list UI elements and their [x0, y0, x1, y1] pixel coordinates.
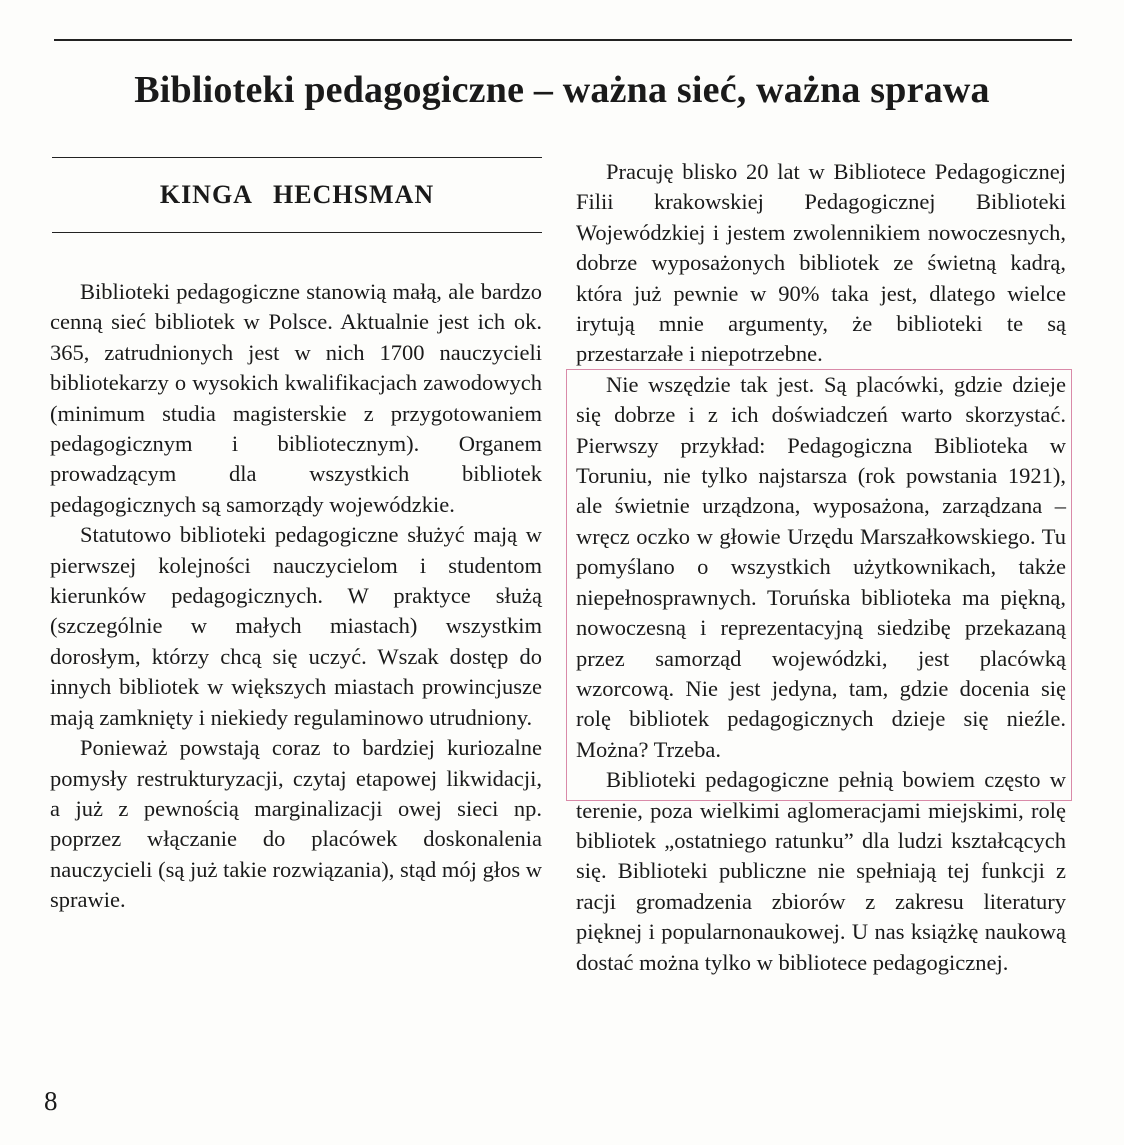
left-column [50, 277, 542, 916]
highlight-frame [566, 369, 1072, 801]
paragraph: Biblioteki pedagogiczne stanowią małą, ale bardzo cenną sieć bibliotek w Polsce. Aktualnie jest ich ok. 365, zatrudnionych jest w nich 1700 nauczycieli bibliotekarzy o wysokich kwalifikacjach zawodowych (minimum studia magisterskie z przygotowaniem pedagogicznym i bibliotecznym). Organem prowadzącym dla wszystkich bibliotek pedagogicznych są samorządy wojewódzkie. [50, 279, 542, 517]
highlighted-paragraph: Nie wszędzie tak jest. Są placówki, gdzie dzieje się dobrze i z ich doświadczeń warto skorzystać. Pierwszy przykład: Pedagogiczna Biblioteka w Toruniu, nie tylko najstarsza (rok powstania 1921), ale świetnie urządzona, wyposażona, zarządzana – wręcz oczko w głowie Urzędu Marszałkowskiego. Tu pomyślano o wszystkich użytkownikach, także niepełnosprawnych. Toruńska biblioteka ma piękną, nowoczesną i reprezentacyjną siedzibę przekazaną przez samorząd wojewódzki, jest placówką wzorcową. Nie jest jedyna, tam, gdzie docenia się rolę bibliotek pedagogicznych dzieje się nieźle. Można? Trzeba. [576, 371, 1066, 762]
top-rule [54, 39, 1072, 41]
article-title: Biblioteki pedagogiczne – ważna sieć, ważna sprawa [134, 69, 990, 111]
page-number: 8 [44, 1086, 58, 1116]
author-box [52, 157, 542, 233]
author-name: KINGA HECHSMAN [159, 180, 435, 209]
paragraph: Pracuję blisko 20 lat w Bibliotece Pedagogicznej Filii krakowskiej Pedagogicznej Biblioteki Wojewódzkiej i jestem zwolennikiem nowoczesnych, dobrze wyposażonych bibliotek ze świetną kadrą, która już pewnie w 90% taka jest, dlatego wielce irytują mnie argumenty, że biblioteki te są przestarzałe i niepotrzebne. [576, 159, 1066, 367]
paragraph: Ponieważ powstają coraz to bardziej kuriozalne pomysły restrukturyzacji, czytaj etapowej likwidacji, a już z pewnością marginalizacji owej sieci np. poprzez włączanie do placówek doskonalenia nauczycieli (są już takie rozwiązania), stąd mój głos w sprawie. [50, 735, 542, 913]
paragraph: Biblioteki pedagogiczne pełnią bowiem często w terenie, poza wielkimi aglomeracjami miejskimi, rolę bibliotek „ostatniego ratunku” dla ludzi kształcących się. Biblioteki publiczne nie spełniają tej funkcji z racji gromadzenia zbiorów z zakresu literatury pięknej i popularnonaukowej. U nas książkę naukową dostać można tylko w bibliotece pedagogicznej. [576, 767, 1066, 975]
paragraph: Statutowo biblioteki pedagogiczne służyć mają w pierwszej kolejności nauczycielom i studentom kierunków pedagogicznych. W praktyce służą (szczególnie w małych miastach) wszystkim dorosłym, którzy chcą się uczyć. Wszak dostęp do innych bibliotek w większych miastach prowincjusze mają zamknięty i niekiedy regulaminowo utrudniony. [50, 522, 542, 730]
